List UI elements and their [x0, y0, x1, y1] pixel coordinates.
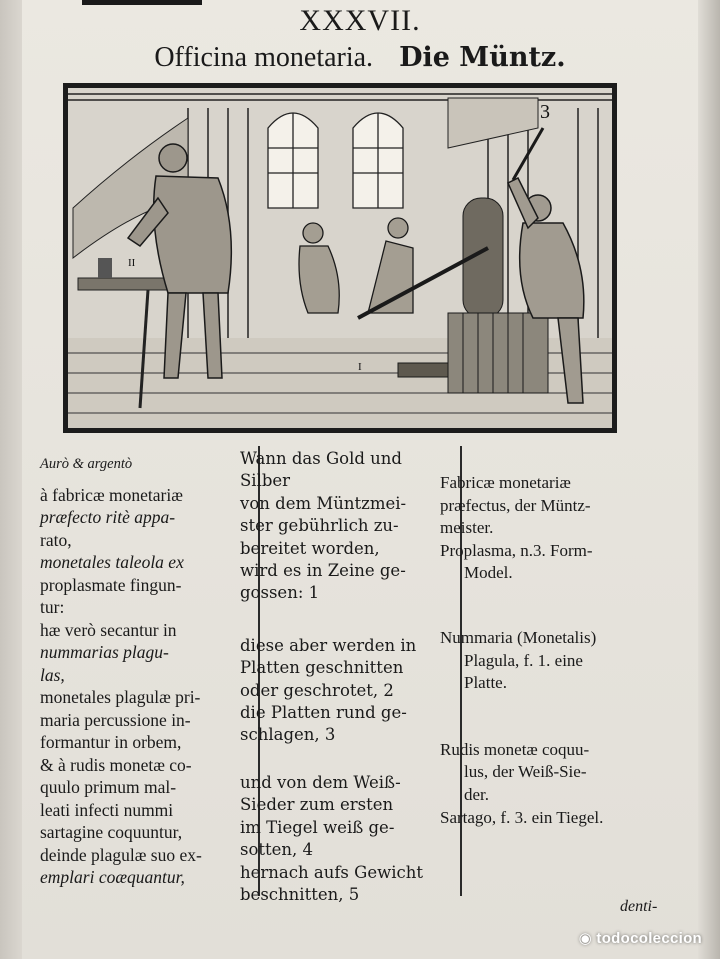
- german-line: Wann das Gold und: [240, 449, 402, 468]
- latin-column: [40, 453, 202, 889]
- catchword: denti-: [620, 898, 658, 915]
- latin-line: quulo primum mal-: [40, 777, 177, 797]
- watermark-camera-icon: ◉: [578, 930, 597, 947]
- figure-label-3: 3: [540, 101, 550, 123]
- page-edge-right: [698, 0, 720, 959]
- latin-line: monetales plagulæ pri-: [40, 687, 201, 707]
- glossary-line: præfectus, der Müntz-: [440, 495, 591, 515]
- latin-line: maria percussione in-: [40, 709, 191, 730]
- glossary-line: [440, 607, 603, 627]
- glossary-line: [440, 585, 603, 607]
- glossary-line: Sartago, f. 3. ein Tiegel.: [440, 807, 604, 827]
- german-line: Silber: [240, 471, 291, 491]
- chapter-number: XXXVII.: [299, 4, 421, 37]
- german-line: schlagen, 3: [240, 725, 336, 745]
- latin-line: à fabricæ monetariæ: [40, 484, 183, 505]
- glossary-line: Plagula, f. 1. eine: [464, 650, 583, 670]
- glossary-line: Fabricæ monetariæ: [440, 473, 571, 492]
- woodcut-illustration: [63, 83, 617, 433]
- latin-line: formantur in orbem,: [40, 732, 182, 752]
- mint-workshop-engraving: [68, 88, 612, 428]
- glossary-line: [440, 717, 603, 739]
- latin-line: rato,: [40, 529, 72, 550]
- title-latin: Officina monetaria.: [154, 42, 374, 73]
- latin-line: deinde plagulæ suo ex-: [40, 844, 202, 865]
- latin-line: tur:: [40, 597, 65, 617]
- watermark: [579, 929, 702, 947]
- title-german: Die Müntz.: [399, 42, 566, 73]
- german-line: von dem Müntzmei-: [240, 493, 407, 513]
- page-edge-left: [0, 0, 24, 959]
- latin-line: nummarias plagu-: [40, 642, 169, 662]
- german-line: Sieder zum ersten: [240, 795, 394, 815]
- page-title: [22, 42, 698, 74]
- glossary-column: [440, 472, 603, 829]
- latin-line: proplasmate fingun-: [40, 574, 182, 595]
- glossary-line: Proplasma, n.3. Form-: [440, 540, 593, 560]
- german-line: oder geschrotet, 2: [240, 680, 394, 700]
- glossary-line: Nummaria (Monetalis): [440, 627, 597, 647]
- figure-label-1: I: [358, 361, 362, 373]
- glossary-line: lus, der Weiß-Sie-: [464, 762, 587, 782]
- german-line: gossen: 1: [240, 583, 320, 603]
- german-line: diese aber werden in: [240, 635, 417, 655]
- german-line: [240, 747, 423, 772]
- german-line: hernach aufs Gewicht: [240, 862, 423, 882]
- german-line: [240, 605, 423, 635]
- glossary-line: der.: [464, 784, 490, 804]
- latin-line: Aurò & argentò: [40, 456, 133, 472]
- german-line: und von dem Weiß-: [240, 772, 401, 792]
- german-line: beschnitten, 5: [240, 884, 360, 904]
- latin-line: sartagine coquuntur,: [40, 822, 183, 842]
- glossary-line: Model.: [464, 563, 513, 583]
- german-line: bereitet worden,: [240, 538, 380, 558]
- glossary-line: Platte.: [464, 673, 507, 693]
- german-line: wird es in Zeine ge-: [240, 561, 406, 581]
- figure-label-2: II: [128, 257, 136, 269]
- latin-line: [40, 476, 202, 484]
- watermark-text: todocoleccion: [596, 930, 702, 947]
- latin-line: leati infecti nummi: [40, 799, 174, 820]
- latin-line: præfecto ritè appa-: [40, 507, 176, 527]
- german-column: [240, 448, 423, 906]
- glossary-line: meister.: [440, 518, 494, 538]
- glossary-line: [440, 695, 603, 717]
- latin-line: hæ verò secantur in: [40, 619, 177, 640]
- glossary-line: Rudis monetæ coquu-: [440, 739, 590, 759]
- german-line: sotten, 4: [240, 840, 314, 860]
- latin-line: & à rudis monetæ co-: [40, 754, 192, 775]
- latin-line: emplari coæquantur,: [40, 867, 185, 887]
- german-line: ster gebührlich zu-: [240, 516, 399, 536]
- german-line: Platten geschnitten: [240, 658, 404, 678]
- german-line: die Platten rund ge-: [240, 703, 407, 723]
- latin-line: las,: [40, 664, 65, 685]
- latin-line: monetales taleola ex: [40, 552, 184, 572]
- german-line: im Tiegel weiß ge-: [240, 817, 395, 837]
